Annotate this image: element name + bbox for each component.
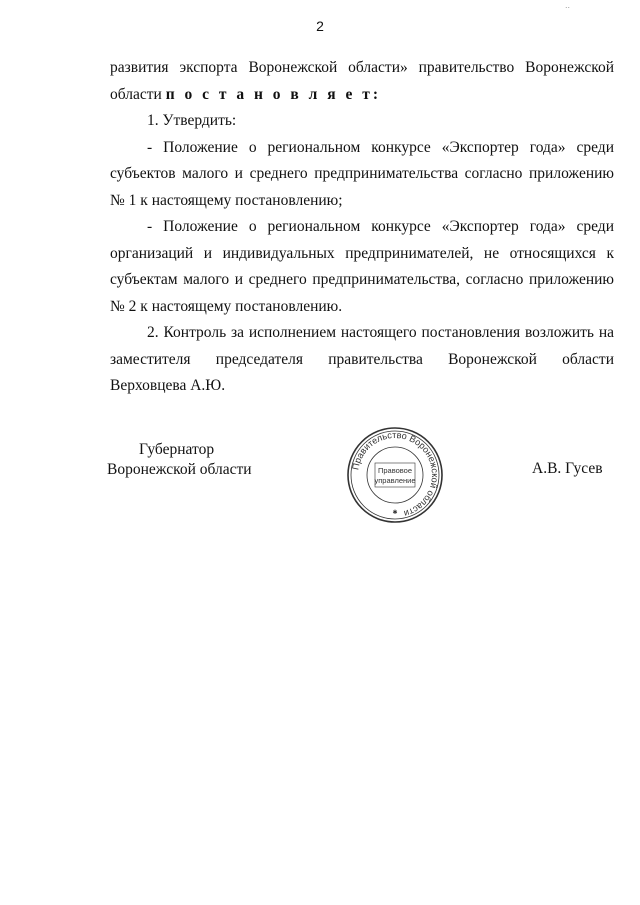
stamp-outer-ring [348, 428, 442, 522]
official-stamp [345, 425, 445, 525]
regulation-1-line: - Положение о региональном конкурсе «Экспортер года» среди [147, 138, 614, 156]
regulation-1-line: субъектов малого и среднего предпринимательства согласно приложению [110, 165, 614, 182]
stamp-ring-text: Правительство Воронежской области [350, 429, 441, 519]
control-clause-line: заместителя председателя правительства Воронежской области [110, 350, 614, 368]
control-clause-line: Верховцева А.Ю. [110, 377, 226, 394]
control-clause-line: 2. Контроль за исполнением настоящего постановления возложить на [147, 324, 614, 341]
document-body [110, 55, 614, 400]
regulation-1-line: № 1 к настоящему постановлению; [110, 191, 343, 209]
decree-word: п о с т а н о в л я е т: [165, 85, 382, 103]
signatory-region: Воронежской области [107, 461, 252, 478]
decree-prefix: области [110, 85, 162, 103]
decree-line [110, 82, 614, 109]
stamp-center-line-2: управление [374, 476, 416, 485]
signatory-position: Губернатор [139, 441, 215, 458]
body-line: развития экспорта Воронежской области» правительство Воронежской [110, 59, 614, 76]
item-approve: 1. Утвердить: [147, 112, 237, 129]
page-number: 2 [316, 18, 324, 34]
signatory-name: А.В. Гусев [532, 460, 603, 477]
regulation-2-line: субъектам малого и среднего предпринимательства, согласно приложению [110, 271, 614, 288]
regulation-2-line: № 2 к настоящему постановлению. [110, 297, 343, 315]
signatory-title [107, 440, 252, 480]
regulation-2-line: организаций и индивидуальных предпринимателей, не относящихся к [110, 244, 614, 262]
stamp-center-line-1: Правовое [377, 466, 413, 475]
corner-mark: .. [565, 0, 571, 10]
stamp-star-icon: ✱ [392, 509, 398, 516]
regulation-2-line: - Положение о региональном конкурсе «Экспортер года» среди [147, 218, 614, 235]
stamp-center-ring [367, 447, 423, 503]
